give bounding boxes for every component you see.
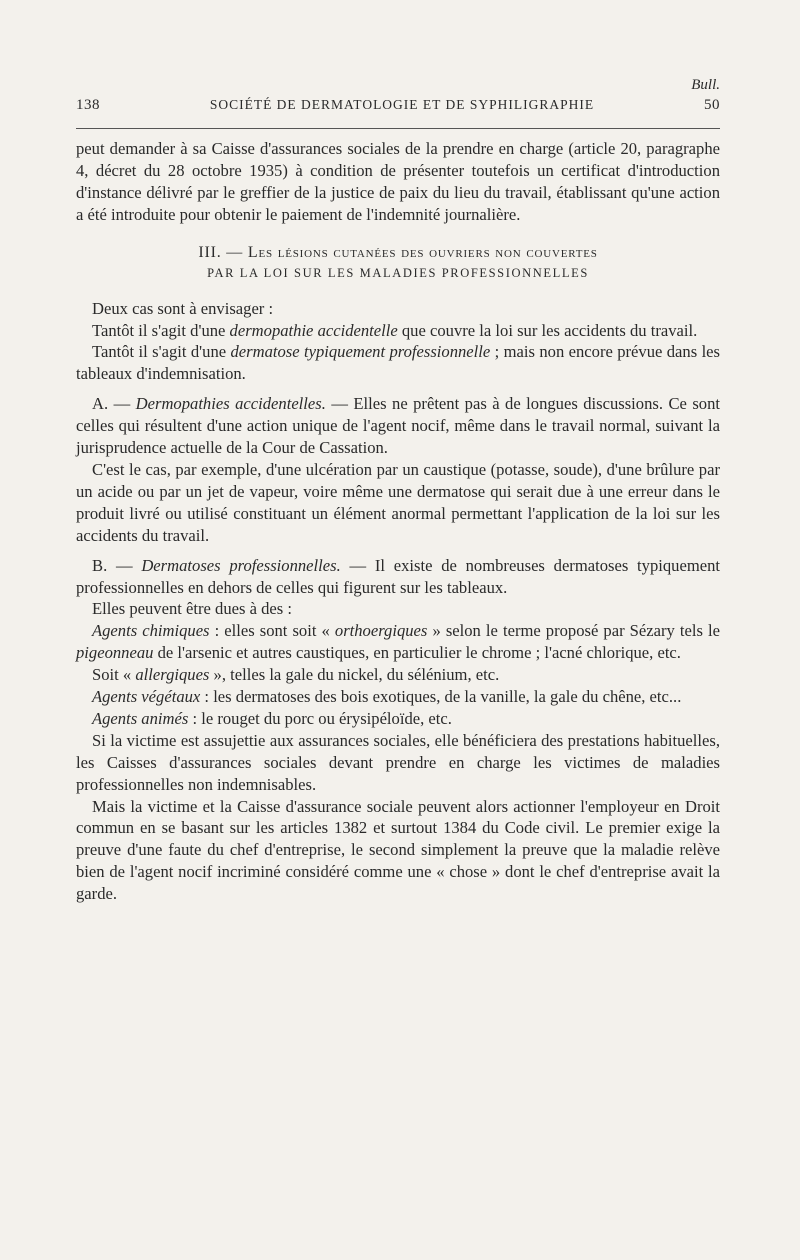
emphasis: Agents animés xyxy=(92,708,189,728)
journal-abbrev: Bull. xyxy=(691,77,720,93)
emphasis: orthoergiques xyxy=(334,621,428,641)
paragraph: Agents chimiques : elles sont soit « orthoergiques » selon le terme proposé par Sézary tels le pigeonneau de l'arsenic et autres caustiques, en particulier le chrome ; l'acné chlorique, etc. xyxy=(76,621,720,663)
paragraph: Soit « allergiques », telles la gale du nickel, du sélénium, etc. xyxy=(92,665,500,685)
emphasis: dermopathie accidentelle xyxy=(229,320,398,340)
section-heading xyxy=(76,242,720,284)
emphasis: pigeonneau xyxy=(76,643,154,663)
issue-number: 50 xyxy=(704,97,720,113)
page-body xyxy=(76,138,720,905)
paragraph: Elles peuvent être dues à des : xyxy=(92,599,292,619)
paragraph: Tantôt il s'agit d'une dermatose typiquement professionnelle ; mais non encore prévue dans les tableaux d'indemnisation. xyxy=(76,342,720,384)
paragraph: Deux cas sont à envisager : xyxy=(92,298,274,318)
emphasis: allergiques xyxy=(135,665,210,685)
section-heading-line-2: PAR LA LOI SUR LES MALADIES PROFESSIONNELLES xyxy=(207,265,589,280)
paragraph: Agents végétaux : les dermatoses des bois exotiques, de la vanille, la gale du chêne, etc... xyxy=(92,687,682,707)
paragraph: Mais la victime et la Caisse d'assurance sociale peuvent alors actionner l'employeur en Droit commun en se basant sur les articles 1382 et surtout 1384 du Code civil. Le premier exige la preuve d'une faute du chef d'entreprise, le second simplement la preuve que la maladie relève bien de l'agent nocif incriminé considéré comme une « chose » dont le chef d'entreprise avait la garde. xyxy=(76,796,720,904)
running-header xyxy=(76,97,720,114)
header-rule xyxy=(76,128,720,129)
page-number: 138 xyxy=(76,97,100,113)
paragraph: C'est le cas, par exemple, d'une ulcération par un caustique (potasse, soude), d'une brûlure par un acide ou par un jet de vapeur, voire même une dermatose qui serait due à une erreur dans le produit livré ou utilisé constituant un élément anormal permettant l'application de la loi sur les accidents du travail. xyxy=(76,459,720,545)
emphasis: Agents végétaux xyxy=(92,687,201,707)
paragraph: Tantôt il s'agit d'une dermopathie accidentelle que couvre la loi sur les accidents du travail. xyxy=(92,320,698,340)
paragraph: Agents animés : le rouget du porc ou érysipéloïde, etc. xyxy=(92,708,452,728)
subsection-title: Dermopathies accidentelles. xyxy=(135,394,326,414)
emphasis: dermatose typiquement professionnelle xyxy=(230,342,491,362)
paragraph: A. — Dermopathies accidentelles. — Elles ne prêtent pas à de longues discussions. Ce sont celles qui résultent d'une action unique de l'agent nocif, même dans le travail normal, suivant la jurisprudence actuelle de la Cour de Cassation. xyxy=(76,394,720,458)
emphasis: Agents chimiques xyxy=(92,621,210,641)
section-heading-line-1: III. — Les lésions cutanées des ouvriers non couvertes xyxy=(198,243,598,261)
subsection-title: Dermatoses professionnelles. xyxy=(141,555,341,575)
paragraph: peut demander à sa Caisse d'assurances sociales de la prendre en charge (article 20, paragraphe 4, décret du 28 octobre 1935) à condition de présenter toutefois un certificat d'introduction d'instance délivré par le greffier de la justice de paix du lieu du travail, établissant qu'une action a été introduite pour obtenir le paiement de l'indemnité journalière. xyxy=(76,139,720,224)
paragraph: Si la victime est assujettie aux assurances sociales, elle bénéficiera des prestations habituelles, les Caisses d'assurances sociales devant prendre en charge les victimes de maladies professionnelles non indemnisables. xyxy=(76,730,720,794)
paragraph: B. — Dermatoses professionnelles. — Il existe de nombreuses dermatoses typiquement professionnelles en dehors de celles qui figurent sur les tableaux. xyxy=(76,555,720,597)
journal-title: SOCIÉTÉ DE DERMATOLOGIE ET DE SYPHILIGRAPHIE xyxy=(209,97,595,112)
